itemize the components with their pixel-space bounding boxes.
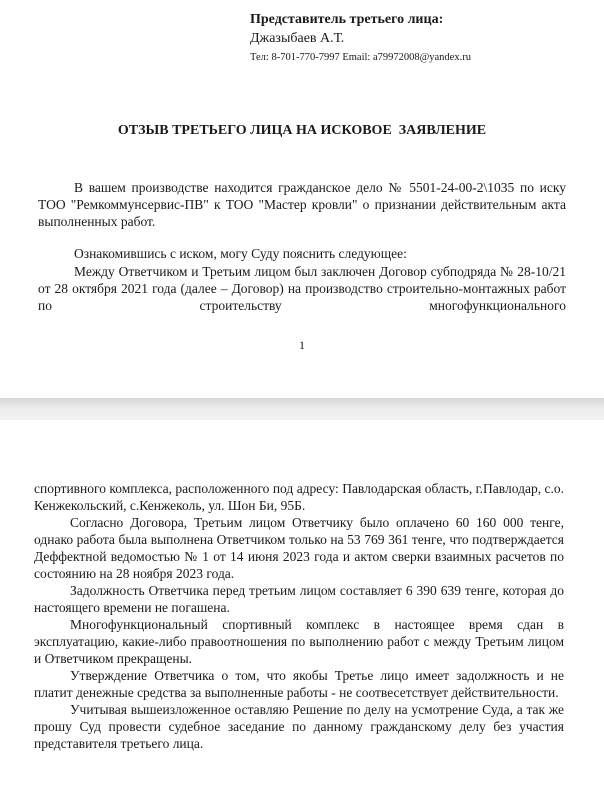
- paragraph-contract: Между Ответчиком и Третьим лицом был заключен Договор субподряда № 28-10/21 от 28 октября 2021 года (далее – Договор) на производство строительно-монтажных работ по строительству многофункционального: [38, 264, 566, 313]
- page-separator: [0, 398, 604, 420]
- paragraph-case-info: В вашем производстве находится гражданское дело № 5501-24-00-2\1035 по иску ТОО "Ремкоммунсервис-ПВ" к ТОО "Мастер кровли" о признании действительным акта выполненных работ.: [38, 180, 566, 229]
- document-title: ОТЗЫВ ТРЕТЬЕГО ЛИЦА НА ИСКОВОЕ ЗАЯВЛЕНИЕ: [117, 123, 487, 138]
- paragraph-complex-status: Многофункциональный спортивный комплекс в настоящее время сдан в эксплуатацию, какие-либо правоотношения по выполнению работ с между Третьим лицом и Ответчиком прекращены.: [34, 617, 564, 666]
- document-page-1: [0, 0, 604, 398]
- paragraph-group-1: [38, 245, 566, 314]
- paragraph-debt: Задолжность Ответчика перед третьим лицом составляет 6 390 639 тенге, которая до настоящего времени не погашена.: [34, 583, 564, 615]
- representative-block: [250, 10, 471, 67]
- representative-name: Джазыбаев А.Т.: [250, 31, 345, 46]
- paragraph-claim-rebuttal: Утверждение Ответчика о том, что якобы Третье лицо имеет задолжность и не платит денежные средства за выполненные работы - не соотвесетствует действительности.: [34, 668, 564, 700]
- representative-contact: Тел: 8-701-770-7997 Email: a79972008@yandex.ru: [250, 52, 471, 63]
- paragraph-address: спортивного комплекса, расположенного под адресу: Павлодарская область, г.Павлодар, с.о. Кенжекольский, с.Кенжеколь, ул. Шон Би, 95Б.: [34, 481, 564, 513]
- page-number: 1: [299, 338, 305, 352]
- paragraph-group-2: [34, 480, 564, 752]
- paragraph-request: Учитывая вышеизложенное оставляю Решение по делу на усмотрение Суда, а так же прошу Суд провести судебное заседание по данному гражданскому делу без участия представителя третьего лица.: [34, 702, 564, 751]
- paragraph-explain-intro: Ознакомившись с иском, могу Суду пояснить следующее:: [74, 246, 407, 261]
- paragraph-payment: Согласно Договора, Третьим лицом Ответчику было оплачено 60 160 000 тенге, однако работа была выполнена Ответчиком только на 53 769 361 тенге, что подтверждается Деффектной ведомостью № 1 от 14 июня 2023 года и актом сверки взаимных расчетов по состоянию на 28 ноября 2023 года.: [34, 515, 564, 581]
- representative-title: Представитель третьего лица:: [250, 12, 444, 27]
